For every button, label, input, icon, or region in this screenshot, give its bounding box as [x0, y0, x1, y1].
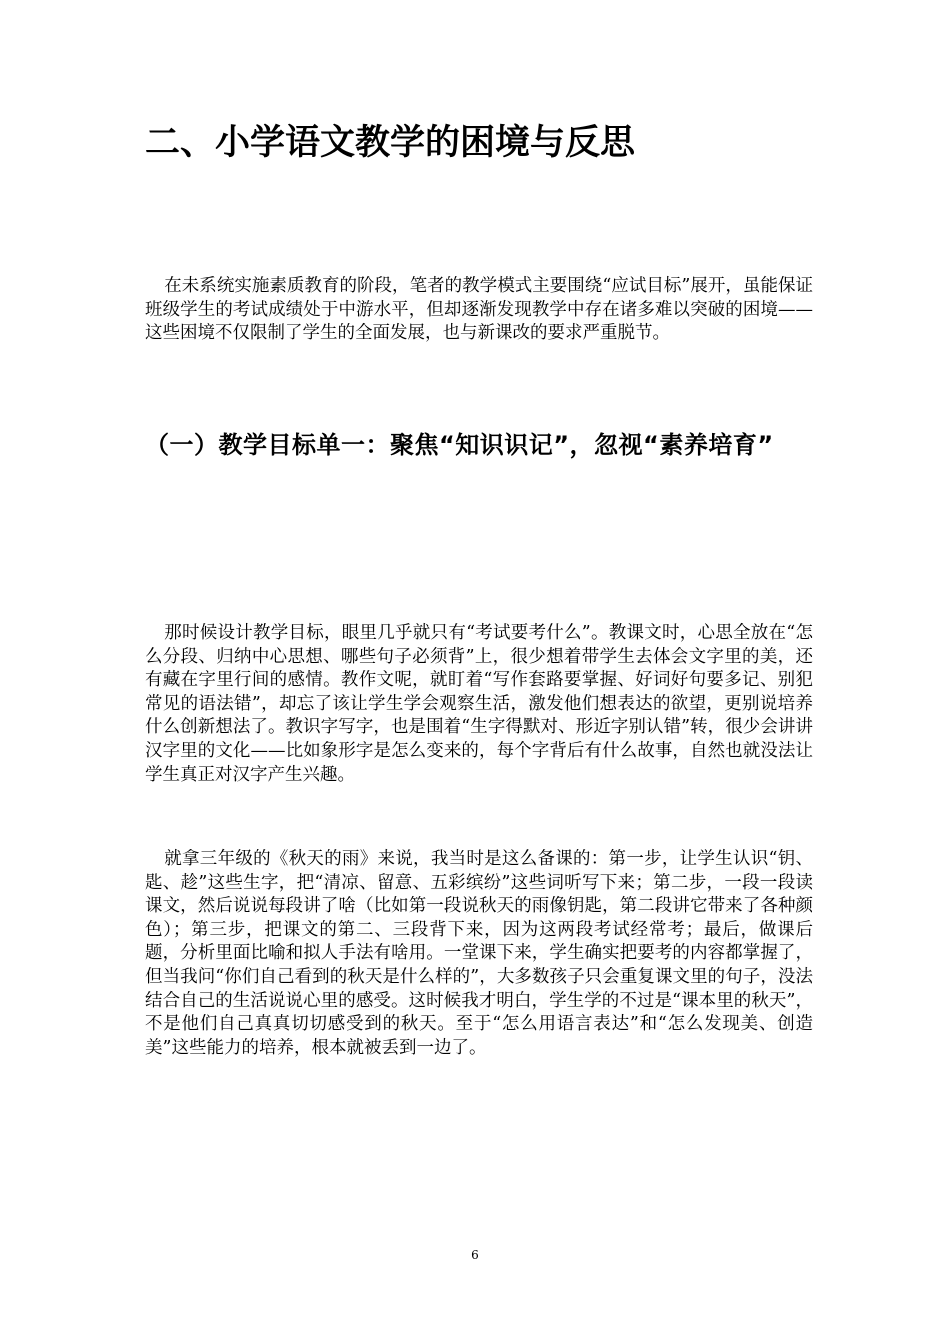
page-number: 6 — [471, 1248, 479, 1262]
section-title: 二、小学语文教学的困境与反思 — [145, 123, 636, 163]
subsection-title: （一）教学目标单一：聚焦“知识识记”，忽视“素养培育” — [145, 431, 774, 459]
intro-paragraph: 在未系统实施素质教育的阶段，笔者的教学模式主要围绕“应试目标”展开，虽能保证班级学生的考试成绩处于中游水平，但却逐渐发现教学中存在诸多难以突破的困境——这些困境不仅限制了学生的全面发展，也与新课改的要求严重脱节。 — [145, 276, 813, 344]
body-paragraph-1: 那时候设计教学目标，眼里几乎就只有“考试要考什么”。教课文时，心思全放在“怎么分段、归纳中心思想、哪些句子必须背”上，很少想着带学生去体会文字里的美，还有藏在字里行间的感情。教作文呢，就盯着“写作套路要掌握、好词好句要多记、别犯常见的语法错”，却忘了该让学生学会观察生活，激发他们想表达的欲望，更别说培养什么创新想法了。教识字写字，也是围着“生字得默对、形近字别认错”转，很少会讲讲汉字里的文化——比如象形字是怎么变来的，每个字背后有什么故事，自然也就没法让学生真正对汉字产生兴趣。 — [145, 623, 813, 785]
body-paragraph-2: 就拿三年级的《秋天的雨》来说，我当时是这么备课的：第一步，让学生认识“钥、匙、趁”这些生字，把“清凉、留意、五彩缤纷”这些词听写下来；第二步，一段一段读课文，然后说说每段讲了啥（比如第一段说秋天的雨像钥匙，第二段讲它带来了各种颜色）；第三步，把课文的第二、三段背下来，因为这两段考试经常考；最后，做课后题，分析里面比喻和拟人手法有啥用。一堂课下来，学生确实把要考的内容都掌握了，但当我问“你们自己看到的秋天是什么样的”，大多数孩子只会重复课文里的句子，没法结合自己的生活说说心里的感受。这时候我才明白，学生学的不过是“课本里的秋天”，不是他们自己真真切切感受到的秋天。至于“怎么用语言表达”和“怎么发现美、创造美”这些能力的培养，根本就被丢到一边了。 — [145, 849, 813, 1058]
